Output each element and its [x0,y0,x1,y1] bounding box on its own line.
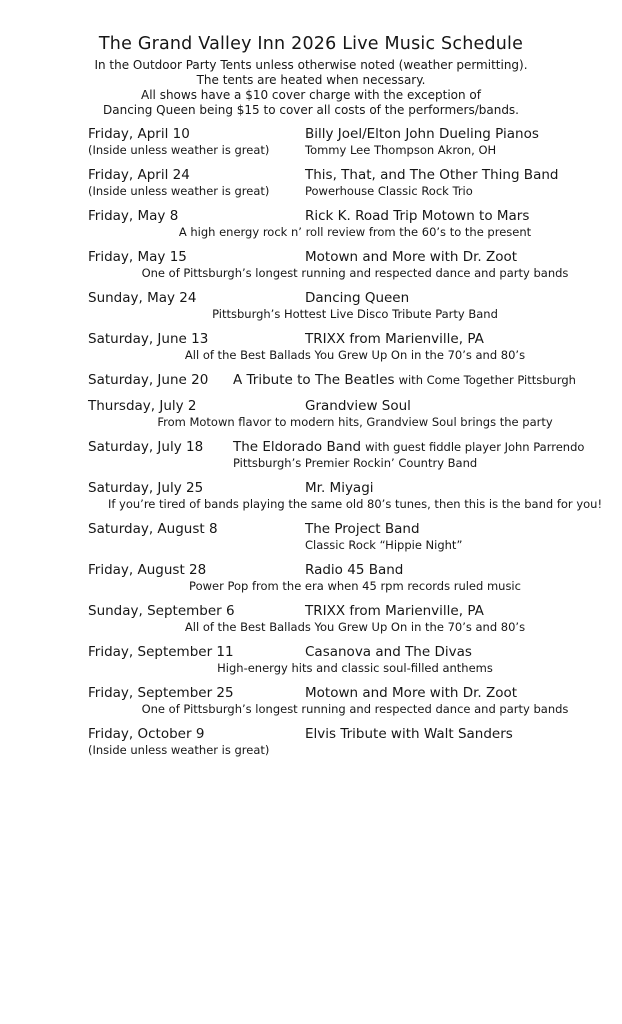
event-venue: Powerhouse Classic Rock Trio [305,184,473,198]
event-description: High-energy hits and classic soul-filled anthems [217,661,493,675]
event-date-cell [88,249,305,266]
event-title-cell [305,398,618,415]
event-title [233,439,618,456]
event-date: Friday, May 15 [88,249,187,265]
event-row [0,372,622,389]
event-date: Thursday, July 2 [88,398,197,414]
event-description: A high energy rock n’ roll review from the 60’s to the present [178,225,532,239]
event-date: Sunday, May 24 [88,290,197,306]
event-title [305,644,618,661]
event-date-cell [88,208,305,225]
event-title-cell [305,126,618,158]
event-date-cell [88,603,305,620]
page-title: The Grand Valley Inn 2026 Live Music Schedule [98,34,524,54]
event-title-cell [305,603,618,620]
event-title-cell [305,685,618,702]
event-title [305,398,618,415]
event-title [305,480,618,497]
event-title [305,726,618,743]
event-title-cell [305,290,618,307]
event-date: Saturday, July 25 [88,480,204,496]
event-row [0,398,622,430]
event-row [0,331,622,363]
event-title-cell [305,167,618,199]
event-date: Friday, April 10 [88,126,190,142]
event-description: One of Pittsburgh’s longest running and respected dance and party bands [141,266,569,280]
event-row [0,603,622,635]
event-venue: Pittsburgh’s Premier Rockin’ Country Band [233,456,478,470]
event-date-cell [88,126,305,158]
event-date-cell [88,290,305,307]
event-title-text: The Project Band [305,521,420,537]
event-title-cell [305,249,618,266]
event-title-cell [305,726,618,758]
event-description: One of Pittsburgh’s longest running and respected dance and party bands [141,702,569,716]
event-date-cell [88,644,305,661]
event-row [0,208,622,240]
event-date: Friday, August 28 [88,562,207,578]
event-date: Saturday, June 13 [88,331,209,347]
event-title [305,249,618,266]
event-row [0,726,622,758]
event-row [0,439,622,471]
event-date-cell [88,398,305,415]
event-title [305,562,618,579]
header-note: Dancing Queen being $15 to cover all costs of the performers/bands. [103,103,519,117]
event-date-cell [88,685,305,702]
event-row [0,685,622,717]
event-date-cell [88,331,305,348]
event-date-cell [88,167,305,199]
event-description: From Motown flavor to modern hits, Grandview Soul brings the party [157,415,553,429]
event-date-note: (Inside unless weather is great) [88,184,270,198]
event-title-cell [233,372,618,389]
event-date: Friday, April 24 [88,167,190,183]
event-date-cell [88,562,305,579]
event-date: Friday, May 8 [88,208,179,224]
event-date: Saturday, June 20 [88,372,209,388]
event-title [305,685,618,702]
event-title-text: TRIXX from Marienville, PA [305,331,484,347]
header-note: In the Outdoor Party Tents unless otherwise noted (weather permitting). [94,58,528,72]
event-title-text: Casanova and The Divas [305,644,472,660]
event-date-note: (Inside unless weather is great) [88,743,270,757]
event-date: Sunday, September 6 [88,603,235,619]
event-description: All of the Best Ballads You Grew Up On in the 70’s and 80’s [184,620,526,634]
event-title-text: This, That, and The Other Thing Band [305,167,559,183]
event-date: Friday, October 9 [88,726,205,742]
event-title-text: Elvis Tribute with Walt Sanders [305,726,513,742]
event-list [0,126,622,758]
event-title [305,126,618,143]
event-row [0,644,622,676]
event-row [0,290,622,322]
event-title-cell [305,644,618,661]
event-description: All of the Best Ballads You Grew Up On in the 70’s and 80’s [184,348,526,362]
event-title-detail: with guest fiddle player John Parrendo [365,440,585,454]
event-title [305,208,618,225]
event-date-cell [88,372,233,389]
event-row [0,167,622,199]
event-date-note: (Inside unless weather is great) [88,143,270,157]
event-description: Power Pop from the era when 45 rpm records ruled music [189,579,521,593]
event-title-text: TRIXX from Marienville, PA [305,603,484,619]
event-title-text: The Eldorado Band [233,439,362,455]
event-date: Saturday, July 18 [88,439,204,455]
event-date-cell [88,480,305,497]
event-date: Saturday, August 8 [88,521,218,537]
event-title-text: A Tribute to The Beatles [233,372,395,388]
event-venue: Classic Rock “Hippie Night” [305,538,463,552]
event-title-text: Motown and More with Dr. Zoot [305,685,518,701]
event-row [0,480,622,512]
event-date-cell [88,726,305,758]
header-note: The tents are heated when necessary. [196,73,426,87]
event-description: If you’re tired of bands playing the same old 80’s tunes, then this is the band for you! [107,497,603,511]
event-title-detail: with Come Together Pittsburgh [398,373,576,387]
event-title-cell [305,521,618,553]
event-row [0,249,622,281]
event-row [0,521,622,553]
header-note: All shows have a $10 cover charge with the exception of [141,88,481,102]
event-date-cell [88,439,233,471]
event-date: Friday, September 11 [88,644,234,660]
event-title [305,603,618,620]
event-title-cell [233,439,618,471]
event-date: Friday, September 25 [88,685,234,701]
event-title-text: Grandview Soul [305,398,411,414]
event-title-text: Dancing Queen [305,290,410,306]
event-title-text: Rick K. Road Trip Motown to Mars [305,208,530,224]
event-title-text: Mr. Miyagi [305,480,374,496]
event-title [305,521,618,538]
event-title-text: Radio 45 Band [305,562,404,578]
event-title-text: Motown and More with Dr. Zoot [305,249,518,265]
event-title-cell [305,480,618,497]
event-title [305,167,618,184]
event-title-text: Billy Joel/Elton John Dueling Pianos [305,126,539,142]
event-row [0,126,622,158]
event-title [305,290,618,307]
schedule-header [0,33,622,118]
event-title-cell [305,562,618,579]
event-title-cell [305,331,618,348]
event-date-cell [88,521,305,553]
event-title-cell [305,208,618,225]
event-title [305,331,618,348]
event-title [233,372,618,389]
event-venue: Tommy Lee Thompson Akron, OH [305,143,497,157]
event-description: Pittsburgh’s Hottest Live Disco Tribute Party Band [212,307,498,321]
event-row [0,562,622,594]
